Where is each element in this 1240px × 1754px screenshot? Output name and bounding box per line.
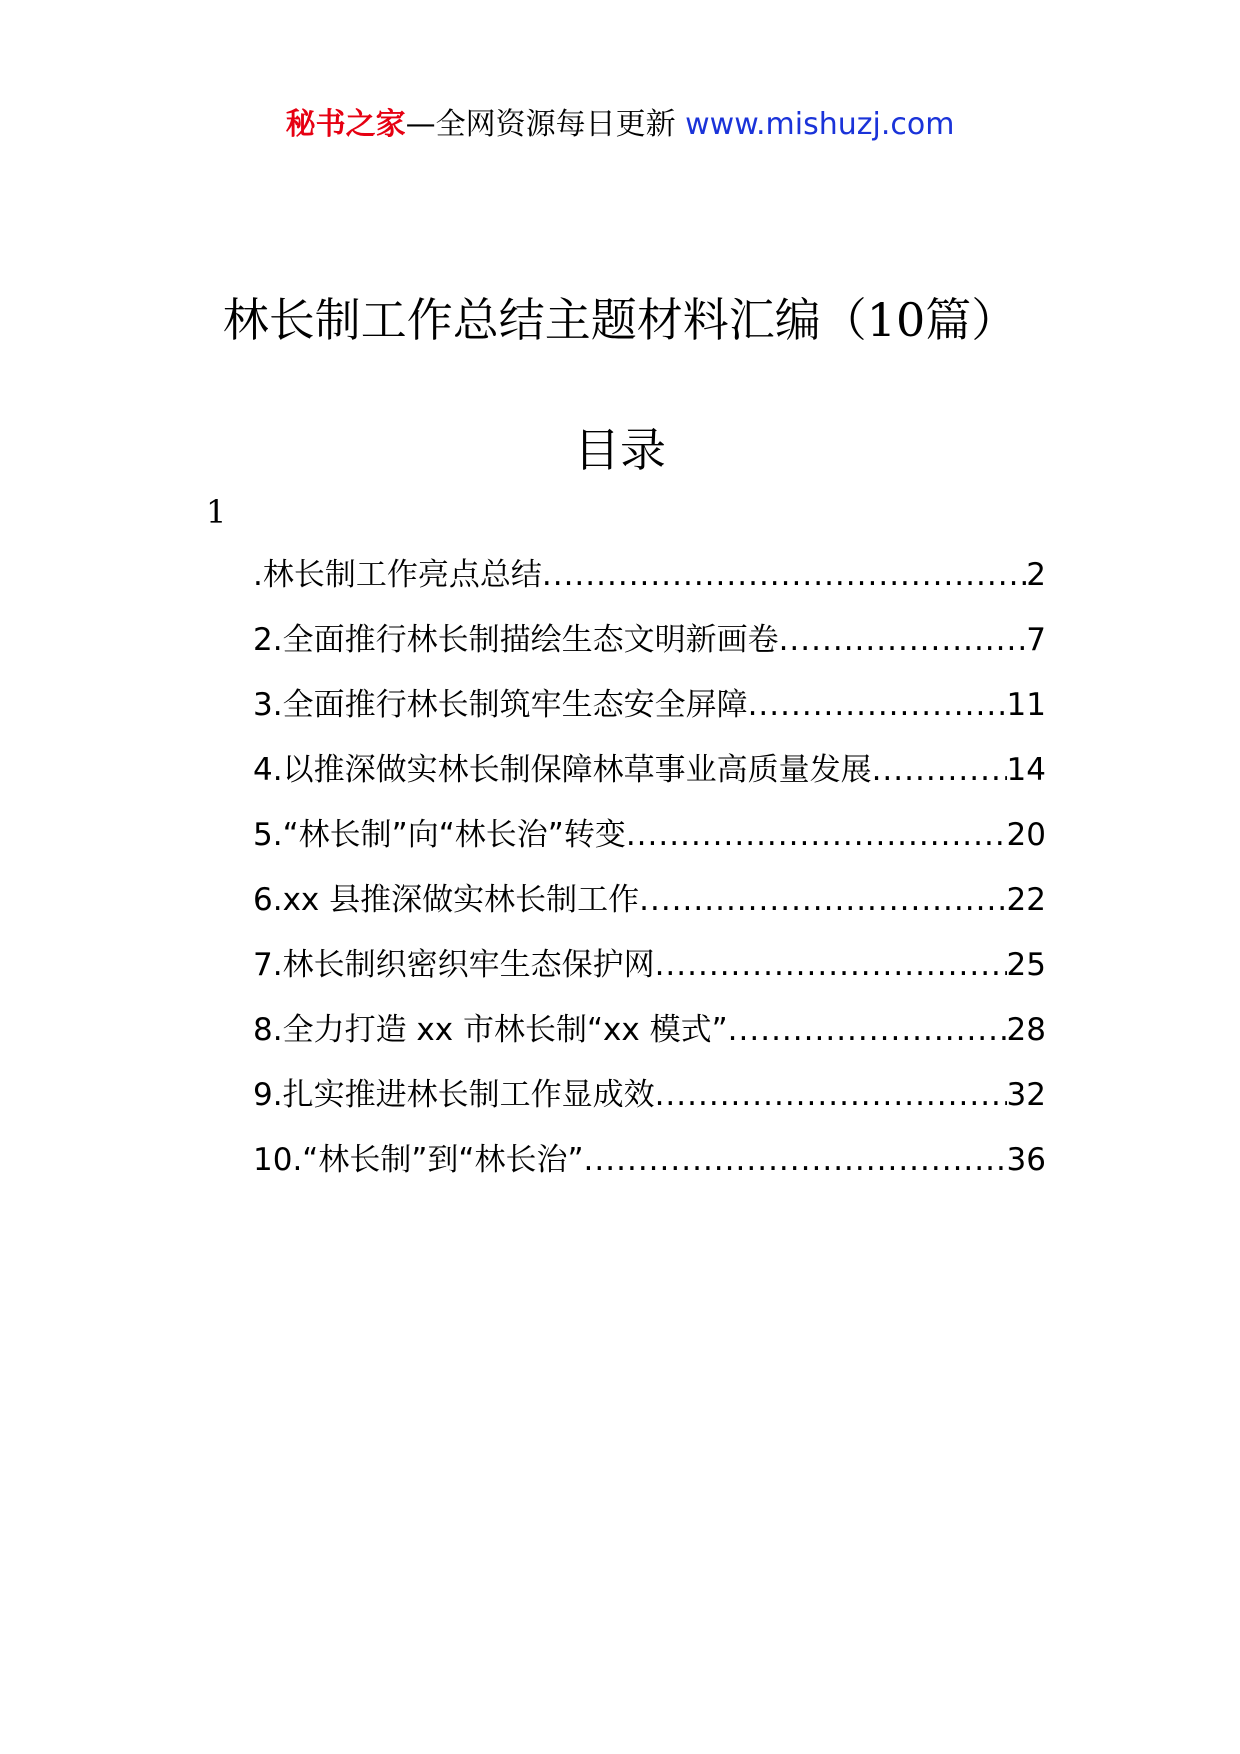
- header-slogan: —全网资源每日更新: [405, 107, 686, 142]
- document-title-count: 10: [866, 293, 926, 347]
- toc-entry-page: 36: [1006, 1142, 1046, 1178]
- toc-dot-leader: [626, 813, 1007, 857]
- toc-entry-title: 4.以推深做实林长制保障林草事业高质量发展: [253, 752, 872, 788]
- toc-dot-leader: [779, 618, 1027, 662]
- toc-entry-title: 3.全面推行林长制筑牢生态安全屏障: [253, 687, 748, 723]
- toc-entry-title: 2.全面推行林长制描绘生态文明新画卷: [253, 622, 779, 658]
- toc-dot-leader: [728, 1008, 1007, 1052]
- toc-entry-page: 22: [1006, 882, 1046, 918]
- toc-entry-title: 8.全力打造 xx 市林长制“xx 模式”: [253, 1012, 728, 1048]
- toc-dot-leader: [872, 748, 1007, 792]
- toc-entry-page: 20: [1006, 817, 1046, 853]
- toc-entry-page: 28: [1006, 1012, 1046, 1048]
- toc-entry-title: 6.xx 县推深做实林长制工作: [253, 882, 640, 918]
- toc-entry-title: 7.林长制织密织牢生态保护网: [253, 947, 655, 983]
- toc-dot-leader: [748, 683, 1007, 727]
- toc-dot-leader: [584, 1138, 1007, 1182]
- toc-entry-title: 9.扎实推进林长制工作显成效: [253, 1077, 655, 1113]
- site-header: [0, 100, 1240, 150]
- toc-entry[interactable]: [253, 813, 1046, 878]
- toc-dot-leader: [655, 1073, 1007, 1117]
- toc-entry-page: 11: [1006, 687, 1046, 723]
- toc-entry[interactable]: [253, 683, 1046, 748]
- document-title-main: 林长制工作总结主题材料汇编（: [222, 293, 867, 347]
- toc-dot-leader: [655, 943, 1007, 987]
- toc-entry-page: 14: [1006, 752, 1046, 788]
- stray-page-number: 1: [206, 493, 227, 531]
- table-of-contents: [253, 553, 1046, 1203]
- toc-entry-page: 32: [1006, 1077, 1046, 1113]
- toc-entry-title: .林长制工作亮点总结: [253, 557, 542, 593]
- document-title-suffix: 篇）: [925, 293, 1018, 347]
- brand-name: 秘书之家: [285, 107, 406, 142]
- toc-entry[interactable]: [253, 618, 1046, 683]
- site-url-link[interactable]: www.mishuzj.com: [685, 107, 955, 142]
- toc-entry[interactable]: [253, 553, 1046, 618]
- toc-entry[interactable]: [253, 1138, 1046, 1203]
- toc-dot-leader: [639, 878, 1006, 922]
- toc-entry-title: 5.“林长制”向“林长治”转变: [253, 817, 626, 853]
- toc-entry[interactable]: [253, 878, 1046, 943]
- toc-entry-page: 2: [1026, 557, 1046, 593]
- toc-entry-page: 7: [1026, 622, 1046, 658]
- toc-entry[interactable]: [253, 943, 1046, 1008]
- toc-entry-title: 10.“林长制”到“林长治”: [253, 1142, 584, 1178]
- toc-entry-page: 25: [1006, 947, 1046, 983]
- document-title: [0, 285, 1240, 355]
- toc-entry[interactable]: [253, 748, 1046, 813]
- toc-entry[interactable]: [253, 1008, 1046, 1073]
- toc-entry[interactable]: [253, 1073, 1046, 1138]
- toc-heading: 目录: [574, 423, 666, 477]
- toc-dot-leader: [542, 553, 1026, 597]
